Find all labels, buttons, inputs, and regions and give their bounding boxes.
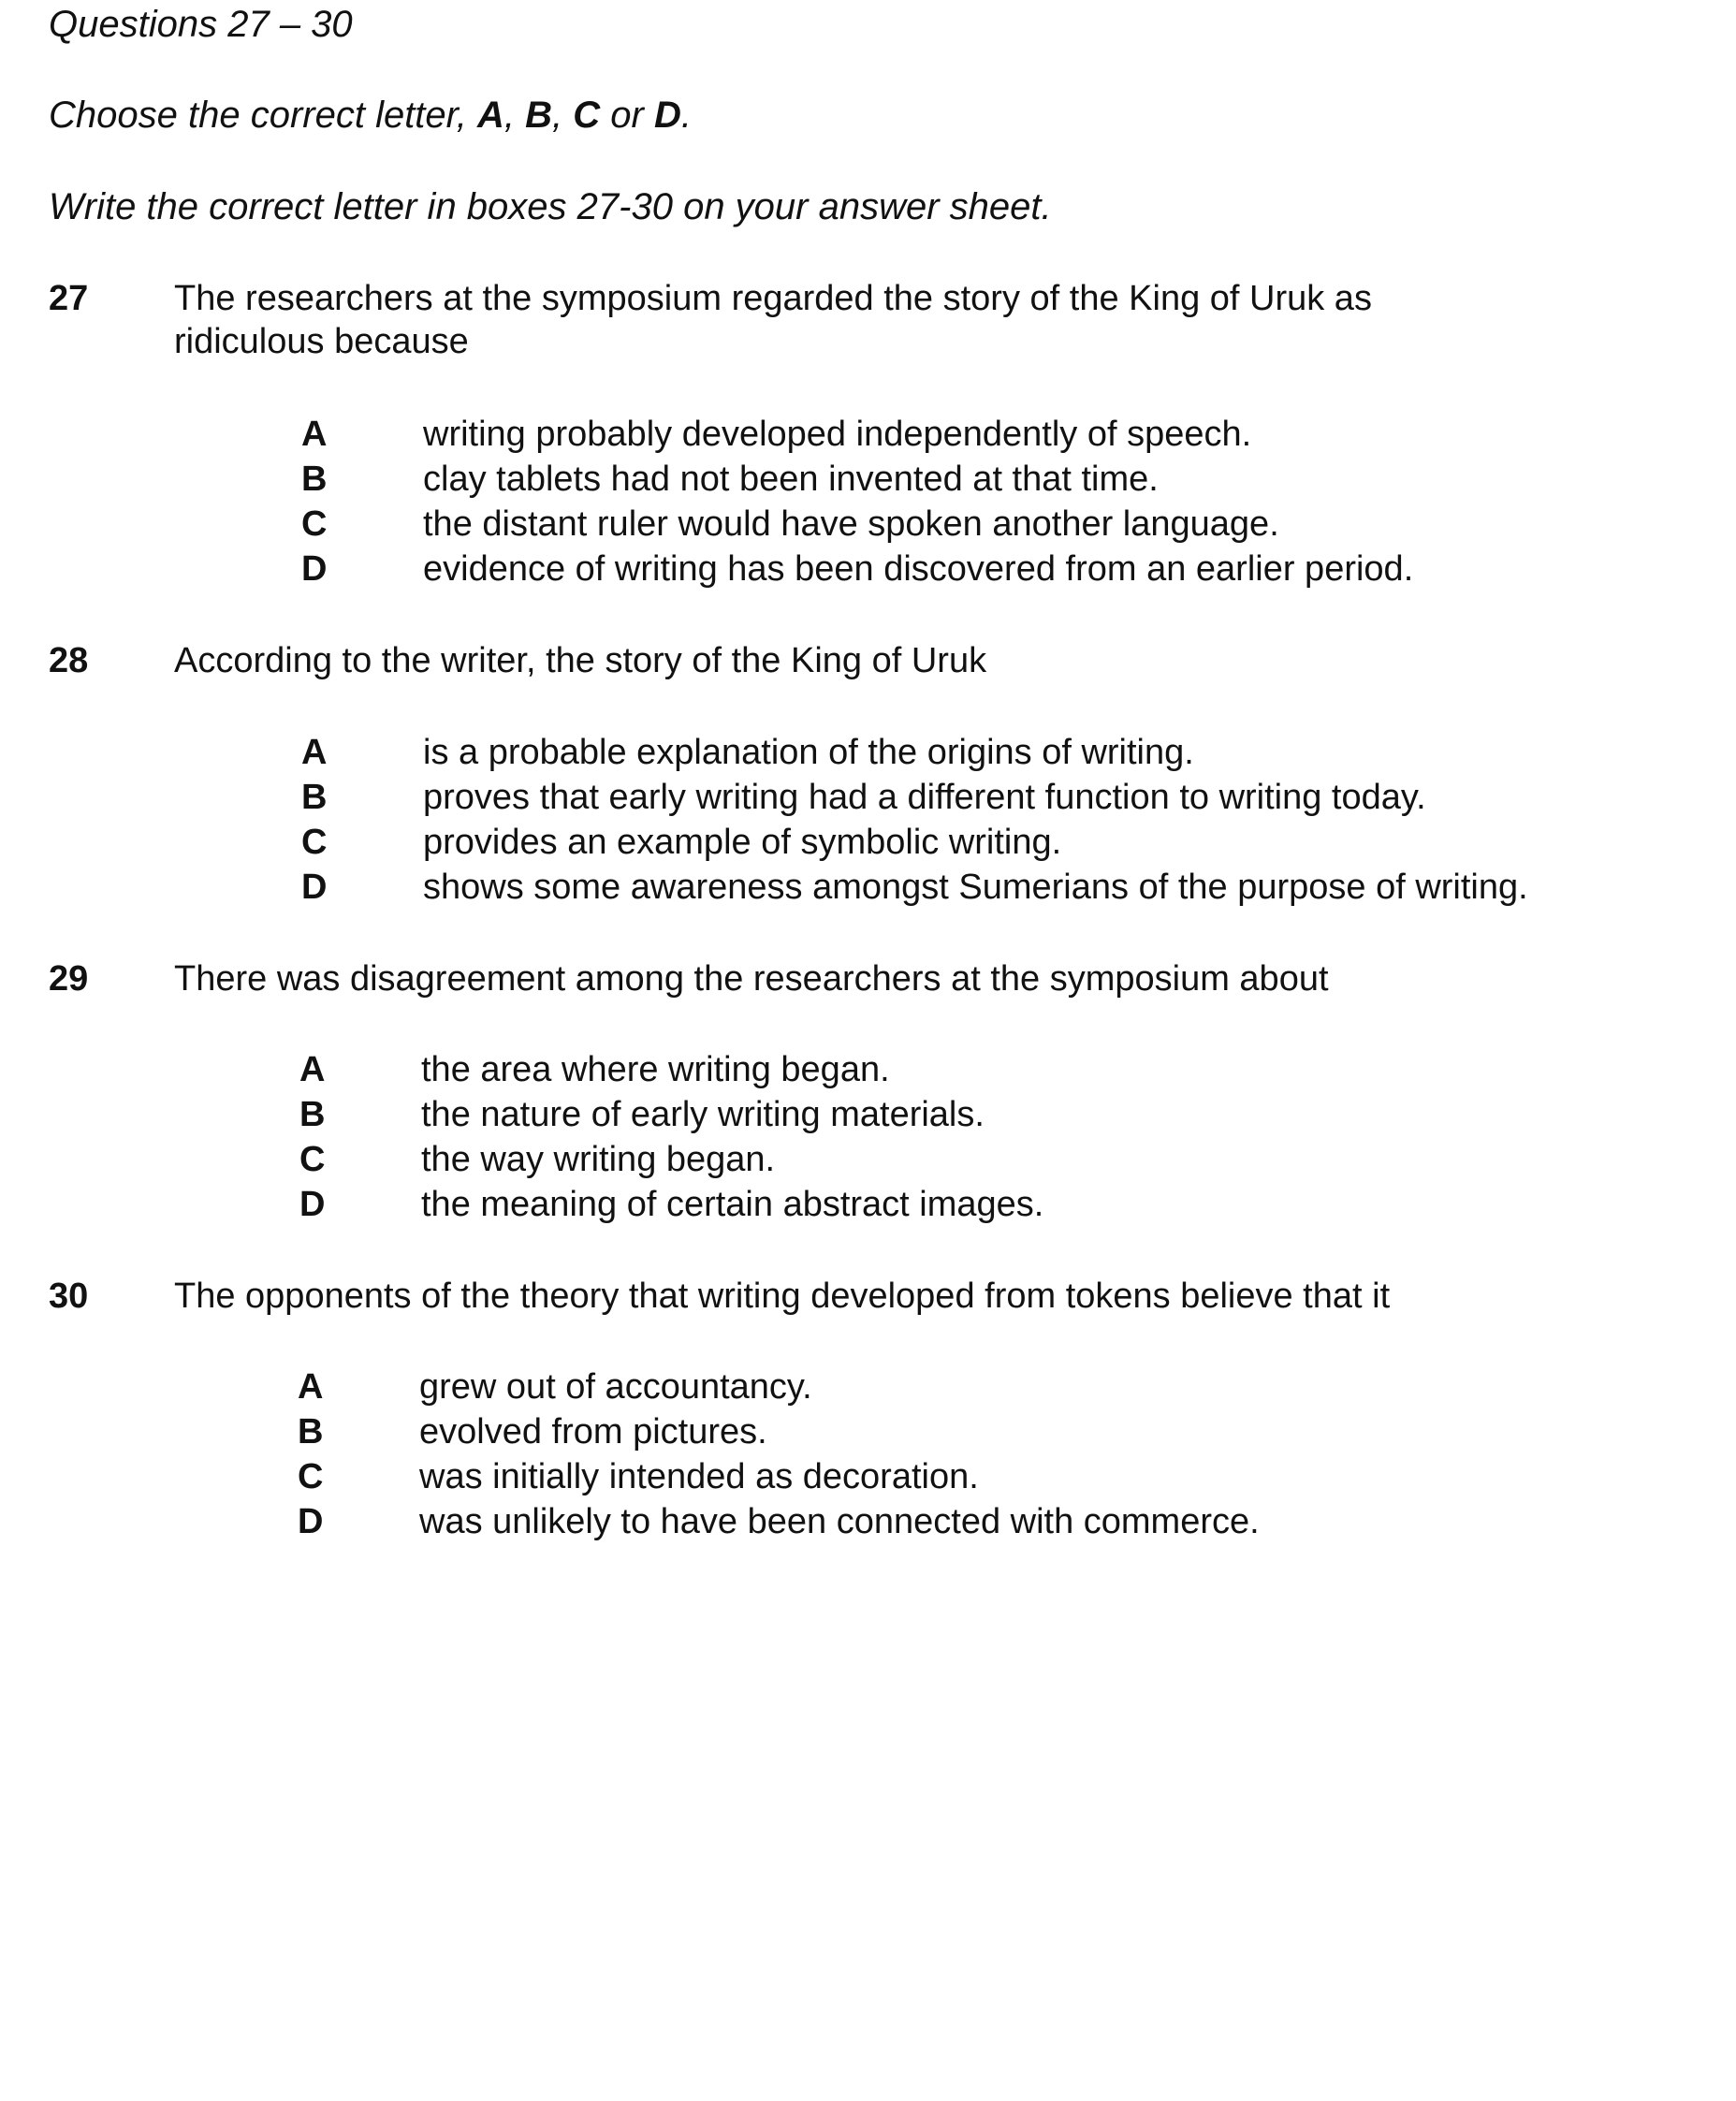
- question-stem-line: The researchers at the symposium regarded the story of the King of Uruk as: [174, 279, 1372, 318]
- option-letter: C: [299, 1140, 326, 1179]
- option-text: the way writing began.: [421, 1140, 776, 1179]
- option-letter: A: [301, 415, 328, 454]
- option-letter: D: [299, 1185, 326, 1224]
- option-text: clay tablets had not been invented at that time.: [423, 460, 1159, 499]
- instruction-line: [49, 93, 692, 138]
- option-text: evidence of writing has been discovered from an earlier period.: [423, 549, 1414, 589]
- option-text: the area where writing began.: [421, 1050, 890, 1089]
- instruction-letter-b: B: [525, 95, 553, 136]
- question-number-28: 28: [49, 641, 89, 680]
- option-text: evolved from pictures.: [419, 1412, 767, 1452]
- section-title: Questions 27 – 30: [49, 4, 353, 45]
- option-letter: A: [301, 733, 328, 772]
- option-text: was unlikely to have been connected with commerce.: [419, 1502, 1260, 1541]
- option-letter: B: [299, 1095, 326, 1134]
- question-stem-line: The opponents of the theory that writing developed from tokens believe that it: [174, 1277, 1391, 1316]
- instruction-letter-c: C: [573, 95, 601, 136]
- question-stem-line: ridiculous because: [174, 322, 469, 361]
- option-text: writing probably developed independently of speech.: [423, 415, 1252, 454]
- option-letter: C: [301, 504, 328, 544]
- instruction-or: or: [600, 95, 654, 136]
- option-letter: D: [298, 1502, 324, 1541]
- instruction-sep: ,: [503, 95, 526, 136]
- option-text: the meaning of certain abstract images.: [421, 1185, 1044, 1224]
- option-letter: C: [301, 823, 328, 862]
- question-number-30: 30: [49, 1277, 89, 1316]
- option-letter: D: [301, 549, 328, 589]
- option-letter: A: [299, 1050, 326, 1089]
- question-stem-27: [174, 277, 1559, 363]
- option-text: the nature of early writing materials.: [421, 1095, 985, 1134]
- instruction-end: .: [680, 95, 692, 136]
- question-stem-29: [174, 957, 1559, 1000]
- question-stem-line: According to the writer, the story of the King of Uruk: [174, 641, 987, 680]
- option-letter: B: [301, 460, 328, 499]
- answer-instruction: Write the correct letter in boxes 27-30 on your answer sheet.: [49, 186, 1052, 227]
- option-letter: C: [298, 1457, 324, 1496]
- option-letter: B: [298, 1412, 324, 1452]
- option-text: was initially intended as decoration.: [419, 1457, 979, 1496]
- question-number-27: 27: [49, 279, 89, 318]
- instruction-prefix: Choose the correct letter,: [49, 95, 478, 136]
- option-text: proves that early writing had a different function to writing today.: [423, 778, 1426, 817]
- option-text: shows some awareness amongst Sumerians of the purpose of writing.: [423, 868, 1528, 907]
- question-stem-28: [174, 639, 1559, 682]
- option-text: is a probable explanation of the origins of writing.: [423, 733, 1194, 772]
- instruction-sep: ,: [552, 95, 574, 136]
- option-text: the distant ruler would have spoken another language.: [423, 504, 1279, 544]
- option-text: grew out of accountancy.: [419, 1367, 812, 1407]
- question-stem-line: There was disagreement among the researchers at the symposium about: [174, 959, 1329, 999]
- option-letter: D: [301, 868, 328, 907]
- question-number-29: 29: [49, 959, 89, 999]
- instruction-letter-d: D: [653, 95, 681, 136]
- option-letter: A: [298, 1367, 324, 1407]
- option-text: provides an example of symbolic writing.: [423, 823, 1062, 862]
- question-stem-30: [174, 1275, 1559, 1318]
- instruction-letter-a: A: [477, 95, 504, 136]
- option-letter: B: [301, 778, 328, 817]
